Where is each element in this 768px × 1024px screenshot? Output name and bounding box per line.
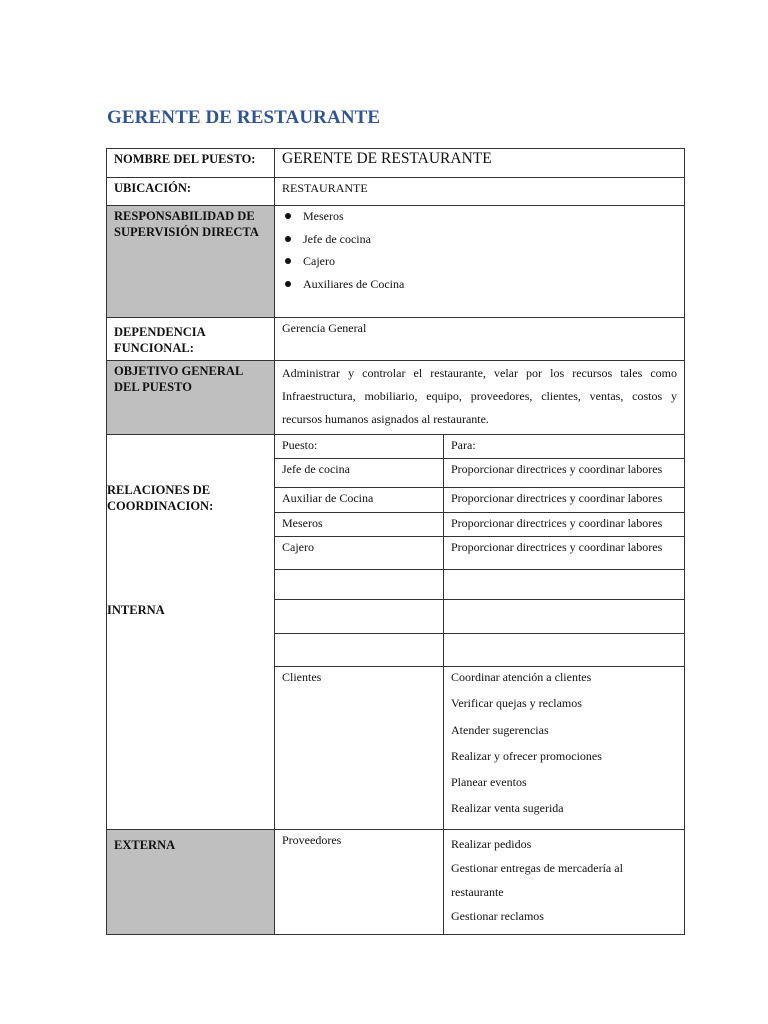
list-item: Meseros [282, 208, 677, 231]
ubicacion-label: UBICACIÓN: [107, 178, 275, 206]
proveedores-para [444, 829, 685, 934]
clientes-puesto: Clientes [275, 667, 444, 830]
row-objetivo [107, 361, 685, 435]
relaciones-cell [107, 435, 275, 830]
list-item: Atender sugerencias [451, 722, 549, 737]
relaciones-label: RELACIONES DE COORDINACION: [107, 483, 214, 513]
row-supervision [107, 206, 685, 318]
row-externa [107, 829, 685, 934]
objetivo-cell [275, 361, 685, 435]
interna-label: INTERNA [107, 603, 165, 617]
para-cell [444, 570, 685, 600]
list-item: Realizar y ofrecer promociones [451, 748, 602, 763]
puesto-cell: Jefe de cocina [275, 459, 444, 488]
supervision-list [282, 208, 677, 298]
page-title: GERENTE DE RESTAURANTE [107, 107, 381, 128]
puesto-cell [275, 600, 444, 634]
list-item: Gestionar entregas de mercadería al restaurante [451, 860, 623, 899]
list-item: Coordinar atención a clientes [451, 670, 592, 684]
objetivo-label: OBJETIVO GENERAL DEL PUESTO [107, 361, 275, 435]
para-header: Para: [444, 435, 685, 459]
table-row [107, 435, 685, 459]
para-cell: Proporcionar directrices y coordinar labores [444, 513, 685, 537]
puesto-cell: Cajero [275, 537, 444, 570]
puesto-cell: Auxiliar de Cocina [275, 488, 444, 513]
ubicacion-value: RESTAURANTE [275, 178, 685, 206]
puesto-header: Puesto: [275, 435, 444, 459]
list-item: Verificar quejas y reclamos [451, 696, 582, 711]
nombre-value: GERENTE DE RESTAURANTE [275, 149, 685, 178]
list-item: Cajero [282, 253, 677, 276]
para-cell [444, 634, 685, 667]
list-item: Auxiliares de Cocina [282, 276, 677, 299]
clientes-para [444, 667, 685, 830]
puesto-cell [275, 570, 444, 600]
supervision-cell [275, 206, 685, 318]
proveedores-puesto: Proveedores [275, 829, 444, 934]
puesto-cell [275, 634, 444, 667]
dependencia-label: DEPENDENCIA FUNCIONAL: [107, 318, 275, 361]
externa-label: EXTERNA [107, 829, 275, 934]
job-description-table [106, 148, 685, 935]
para-cell: Proporcionar directrices y coordinar labores [444, 537, 685, 570]
objetivo-value: Administrar y controlar el restaurante, velar por los recursos tales como Infraestructura, mobiliario, equipo, proveedores, clientes, ventas, costos y recursos humanos asignados al restaurante. [282, 366, 677, 426]
para-cell [444, 600, 685, 634]
para-cell: Proporcionar directrices y coordinar labores [444, 459, 685, 488]
row-nombre [107, 149, 685, 178]
puesto-cell: Meseros [275, 513, 444, 537]
list-item: Realizar pedidos [451, 836, 532, 851]
list-item: Jefe de cocina [282, 231, 677, 254]
para-cell: Proporcionar directrices y coordinar labores [444, 488, 685, 513]
list-item: Planear eventos [451, 775, 527, 790]
list-item: Gestionar reclamos [451, 908, 544, 923]
row-ubicacion [107, 178, 685, 206]
nombre-label: NOMBRE DEL PUESTO: [107, 149, 275, 178]
dependencia-value: Gerencia General [275, 318, 685, 361]
list-item: Realizar venta sugerida [451, 801, 564, 816]
supervision-label: RESPONSABILIDAD DE SUPERVISIÓN DIRECTA [107, 206, 275, 318]
row-dependencia [107, 318, 685, 361]
